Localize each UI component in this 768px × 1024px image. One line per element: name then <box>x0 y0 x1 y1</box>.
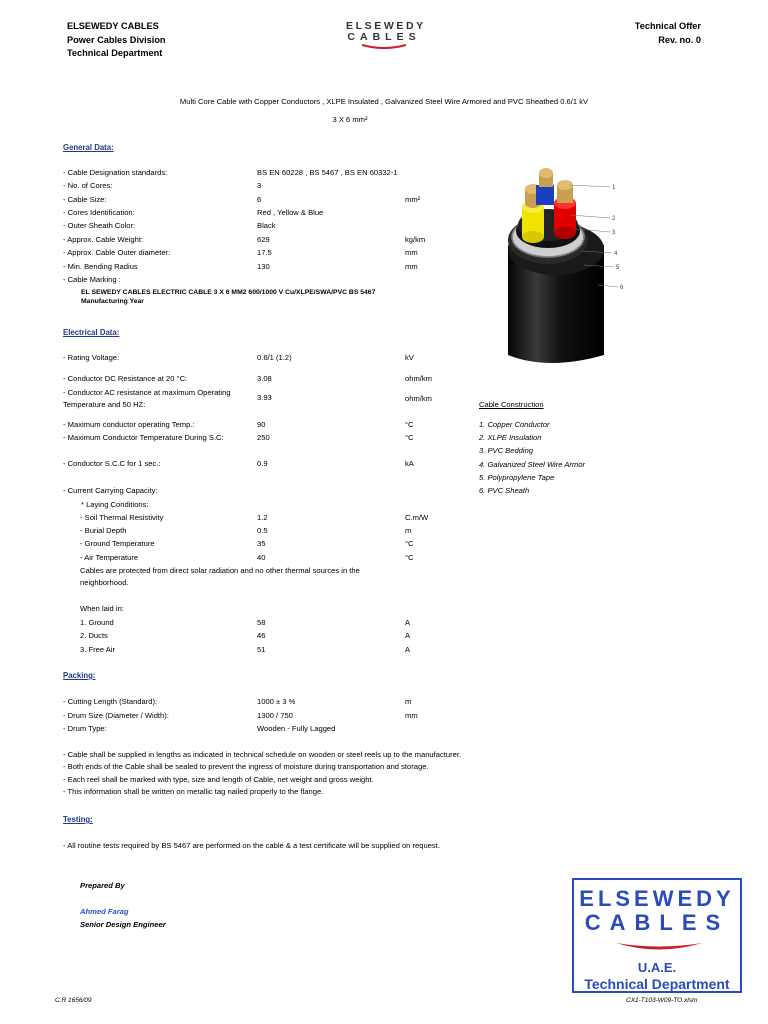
ac-resistance-label2: Temperature and 50 HZ: <box>63 400 146 409</box>
laying-row-unit: °C <box>405 539 414 548</box>
header-right <box>635 20 701 47</box>
op-temp-unit: °C <box>405 420 414 429</box>
general-row-value: BS EN 60228 , BS 5467 , BS EN 60332-1 <box>257 168 398 177</box>
company-logo <box>346 20 426 53</box>
general-row-value: Red , Yellow & Blue <box>257 208 324 217</box>
general-row-unit: mm <box>405 248 418 257</box>
packing-row-value: 1000 ± 3 % <box>257 697 296 706</box>
packing-note: - Both ends of the Cable shall be sealed to prevent the ingress of moisture during transportation and storage. <box>63 762 429 772</box>
packing-heading: Packing: <box>63 671 96 680</box>
logo-line2: CABLES <box>347 31 421 43</box>
doc-type: Technical Offer <box>634 21 701 31</box>
logo-line1: ELSEWEDY <box>346 20 426 32</box>
stamp-line3: U.A.E. <box>637 960 677 975</box>
laid-row-label: 2. Ducts <box>80 631 108 640</box>
company-name: ELSEWEDY CABLES <box>67 21 159 31</box>
general-row-value: 6 <box>257 195 262 204</box>
laid-row-unit: A <box>405 631 411 640</box>
laid-row-unit: A <box>405 618 411 627</box>
op-temp-value: 90 <box>257 420 266 429</box>
laying-row-value: 1.2 <box>257 513 268 522</box>
laying-row-label: - Air Temperature <box>80 553 139 562</box>
packing-row-value: Wooden - Fully Lagged <box>257 724 336 733</box>
preparer-title: Senior Design Engineer <box>80 920 166 929</box>
packing-note: - Cable shall be supplied in lengths as indicated in technical schedule on wooden or steel reels up to the manufacturer. <box>63 750 462 759</box>
laying-row-value: 0.5 <box>257 526 268 535</box>
general-row-label: - Cable Designation standards: <box>63 168 168 177</box>
laying-row-unit: C.m/W <box>405 513 429 522</box>
solar-note-line1: Cables are protected from direct solar radiation and no other thermal sources in the <box>80 566 360 575</box>
construction-item: 1. Copper Conductor <box>479 420 550 429</box>
dc-resistance-label: - Conductor DC Resistance at 20 °C: <box>63 374 188 383</box>
revision: Rev. no. 0 <box>658 34 701 45</box>
general-row-label: - Outer Sheath Color: <box>63 221 136 230</box>
general-row-value: 629 <box>257 235 270 244</box>
packing-note: - This information shall be written on metallic tag nailed properly to the flange. <box>63 786 324 796</box>
laid-row-unit: A <box>405 645 411 654</box>
doc-subtitle: 3 X 6 mm² <box>332 115 368 124</box>
stamp-line4: Technical Department <box>584 976 730 992</box>
callout-number: 3 <box>612 230 616 236</box>
laying-conditions-label: * Laying Conditions: <box>81 500 149 509</box>
prepared-by-label: Prepared By <box>80 881 125 890</box>
stamp-line1: ELSEWEDY <box>579 886 735 911</box>
general-row-label: - Approx. Cable Weight: <box>63 235 144 244</box>
stamp-line2: CABLES <box>584 910 730 935</box>
callout-number: 4 <box>614 251 618 257</box>
testing-text: - All routine tests required by BS 5467 are performed on the cable & a test certificate will be supplied on request. <box>63 841 440 850</box>
footer-left: C.R 1656/09 <box>55 997 92 1004</box>
footer-right: CX1-T103-W09-TO.xlsm <box>626 997 698 1004</box>
general-row-value: 3 <box>257 181 262 190</box>
construction-item: 4. Galvanized Steel Wire Armor <box>479 459 586 469</box>
rating-voltage-unit: kV <box>405 353 414 362</box>
general-row-label: - Cable Size: <box>63 195 107 204</box>
current-capacity-label: - Current Carrying Capacity: <box>63 486 158 495</box>
dc-resistance-value: 3.08 <box>257 374 272 383</box>
general-row-value: 17.5 <box>257 248 272 257</box>
logo-swoosh-icon <box>346 43 422 51</box>
laid-row-label: 3. Free Air <box>80 645 116 654</box>
department-name: Technical Department <box>67 48 163 58</box>
general-row-label: - Cable Marking : <box>63 275 121 284</box>
preparer-name: Ahmed Farag <box>80 907 129 916</box>
ac-resistance-label1: - Conductor AC resistance at maximum Operating <box>63 388 231 397</box>
packing-row-label: - Cutting Length (Standard): <box>63 697 158 706</box>
cable-marking-line2: Manufacturing Year <box>81 298 144 305</box>
division-name: Power Cables Division <box>67 34 166 45</box>
laid-row-value: 46 <box>257 631 266 640</box>
rating-voltage-label: - Rating Voltage: <box>63 353 120 362</box>
packing-row-label: - Drum Type: <box>63 724 107 733</box>
doc-title: Multi Core Cable with Copper Conductors , XLPE Insulated , Galvanized Steel Wire Armored and PVC Sheathed 0.6/1 kV <box>179 97 589 106</box>
packing-row-unit: mm <box>405 711 418 720</box>
packing-note: - Each reel shall be marked with type, size and length of Cable, net weight and gross weight. <box>63 774 374 784</box>
sc-temp-unit: °C <box>405 433 414 442</box>
testing-heading: Testing: <box>63 815 93 824</box>
scc-value: 0.9 <box>257 459 268 468</box>
laying-row-value: 40 <box>257 553 266 562</box>
dc-resistance-unit: ohm/km <box>405 374 433 383</box>
department-stamp <box>572 878 742 993</box>
construction-item: 2. XLPE Insulation <box>479 433 542 443</box>
laying-row-label: - Soil Thermal Resistivity <box>80 513 164 522</box>
laying-row-unit: m <box>405 526 412 535</box>
general-row-unit: kg/km <box>405 235 426 244</box>
packing-row-unit: m <box>405 697 412 706</box>
scc-unit: kA <box>405 459 414 468</box>
cable-cross-section-illustration <box>470 165 630 365</box>
stamp-swoosh-icon <box>614 940 704 954</box>
construction-item: 6. PVC Sheath <box>479 486 530 495</box>
packing-row-label: - Drum Size (Diameter / Width): <box>63 711 169 720</box>
sc-temp-label: - Maximum Conductor Temperature During S.C: <box>63 433 224 442</box>
laying-row-label: - Burial Depth <box>80 526 127 535</box>
general-row-label: - Min. Bending Radius <box>63 262 138 271</box>
solar-note-line2: neighborhood. <box>80 578 129 587</box>
construction-item: 5. Polypropylene Tape <box>479 472 555 482</box>
ac-resistance-value: 3.93 <box>257 393 272 402</box>
header-left <box>67 20 166 61</box>
cable-marking-line1: EL SEWEDY CABLES ELECTRIC CABLE 3 X 6 MM2 600/1000 V Cu/XLPE/SWA/PVC BS 5467 <box>81 289 376 296</box>
callout-number: 6 <box>620 285 624 291</box>
general-row-unit: mm² <box>405 195 421 204</box>
callout-number: 1 <box>612 185 616 191</box>
ac-resistance-unit: ohm/km <box>405 394 433 403</box>
laid-row-value: 58 <box>257 618 266 627</box>
construction-heading: Cable Construction <box>479 400 544 409</box>
general-data-heading: General Data: <box>63 143 114 152</box>
laid-row-label: 1. Ground <box>80 618 114 627</box>
laid-in-label: When laid in: <box>80 604 124 613</box>
general-row-value: Black <box>257 221 276 230</box>
general-row-unit: mm <box>405 262 418 271</box>
general-row-value: 130 <box>257 262 270 271</box>
laid-row-value: 51 <box>257 645 266 654</box>
general-row-label: - Approx. Cable Outer diameter: <box>63 248 171 257</box>
packing-row-value: 1300 / 750 <box>257 711 293 720</box>
sc-temp-value: 250 <box>257 433 270 442</box>
construction-item: 3. PVC Bedding <box>479 446 534 456</box>
callout-number: 2 <box>612 216 616 222</box>
callout-number: 5 <box>616 265 620 271</box>
laying-row-value: 35 <box>257 539 266 548</box>
laying-row-label: - Ground Temperature <box>80 539 155 548</box>
general-row-label: - No. of Cores: <box>63 181 113 190</box>
rating-voltage-value: 0.6/1 (1.2) <box>257 353 292 362</box>
scc-label: - Conductor S.C.C for 1 sec.: <box>63 459 161 468</box>
laying-row-unit: °C <box>405 553 414 562</box>
general-row-label: - Cores Identification: <box>63 208 135 217</box>
op-temp-label: - Maximum conductor operating Temp.: <box>63 420 195 429</box>
electrical-data-heading: Electrical Data: <box>63 328 120 337</box>
